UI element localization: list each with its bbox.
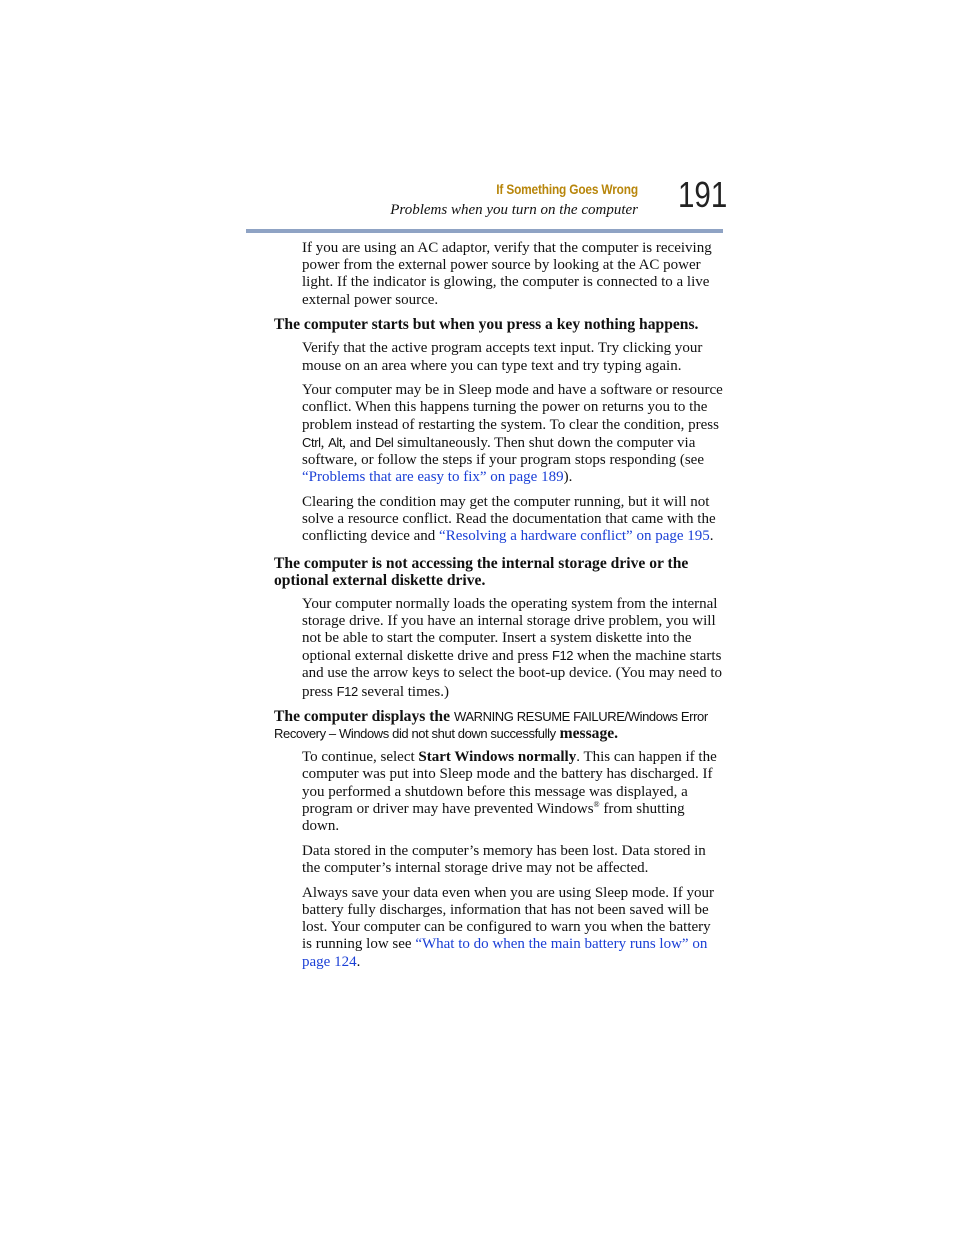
text-span: simultaneously. Then shut down the computer via software, or follow the steps if your program stops responding (see xyxy=(302,434,704,469)
text-span: message. xyxy=(555,725,619,743)
link-resolving-hardware-conflict[interactable]: “Resolving a hardware conflict” on page 195 xyxy=(439,528,710,545)
text-span: . xyxy=(356,953,361,970)
key-f12: F12 xyxy=(551,648,574,664)
error-message-text: WARNING RESUME FAILURE/Windows Error Recovery – Windows did not shut down successfully xyxy=(274,709,708,742)
paragraph-sleep-conflict xyxy=(302,382,724,486)
text-span: Your computer may be in Sleep mode and have a software or resource conflict. When this happens turning the power on returns you to the problem instead of restarting the system. To clear the condition, press xyxy=(302,382,723,433)
text-span: ). xyxy=(563,469,573,486)
link-problems-easy-to-fix[interactable]: “Problems that are easy to fix” on page 189 xyxy=(302,469,564,486)
text-span: . xyxy=(709,528,714,545)
key-del: Del xyxy=(375,434,394,450)
key-ctrl: Ctrl xyxy=(302,434,321,450)
paragraph-data-lost: Data stored in the computer’s memory has been lost. Data stored in the computer’s internal storage drive may not be affected. xyxy=(302,842,706,876)
text-span: several times.) xyxy=(357,683,449,700)
text-span: The computer displays the xyxy=(274,708,454,726)
paragraph-save-data xyxy=(302,885,724,971)
page-number: 191 xyxy=(678,174,728,215)
text-span: from shutting down. xyxy=(302,800,685,835)
text-span: . This can happen if the computer was put into Sleep mode and the battery has discharged. If you performed a shutdown before this message was displayed, a program or driver may have prevented Windows xyxy=(302,749,717,817)
key-f12: F12 xyxy=(336,683,358,699)
paragraph-storage-drive xyxy=(302,596,724,701)
heading-key-nothing-happens: The computer starts but when you press a key nothing happens. xyxy=(274,316,699,334)
running-header-chapter: If Something Goes Wrong xyxy=(496,182,638,197)
page-body xyxy=(274,240,724,978)
heading-storage-drive: The computer is not accessing the internal storage drive or the optional external diskette drive. xyxy=(274,554,689,589)
text-span: Clearing the condition may get the computer running, but it will not solve a resource conflict. Read the documentation that came with the conflicting device and xyxy=(302,493,716,545)
text-span: To continue, select xyxy=(302,749,419,766)
heading-warning-resume-failure xyxy=(274,708,724,742)
text-span: , and xyxy=(342,434,376,451)
text-span: when the machine starts and use the arrow keys to select the boot-up device. (You may need to press xyxy=(302,648,723,700)
running-header-section: Problems when you turn on the computer xyxy=(390,202,638,218)
paragraph-ac-adaptor: If you are using an AC adaptor, verify that the computer is receiving power from the external power source by looking at the AC power light. If the indicator is glowing, the computer is connected to a live external power source. xyxy=(302,240,712,308)
link-main-battery-low[interactable]: “What to do when the main battery runs low” on page 124 xyxy=(302,936,708,970)
text-span: Your computer normally loads the operating system from the internal storage drive. If you have an internal storage drive problem, you will not be able to start the computer. Insert a system diskette into the optional external diskette drive and press xyxy=(302,595,718,665)
bold-start-windows-normally: Start Windows normally xyxy=(418,749,577,766)
text-span: Always save your data even when you are using Sleep mode. If your battery fully discharges, information that has not been saved will be lost. Your computer can be configured to warn you when the battery is running low see xyxy=(302,884,714,953)
paragraph-start-windows-normally xyxy=(302,749,724,835)
paragraph-clearing-condition xyxy=(302,494,724,546)
text-span: , xyxy=(320,434,329,451)
header-rule xyxy=(246,229,723,233)
key-alt: Alt xyxy=(328,434,343,450)
registered-mark: ® xyxy=(593,799,600,809)
paragraph-verify-text-input: Verify that the active program accepts text input. Try clicking your mouse on an area where you can type text and try typing again. xyxy=(302,340,703,374)
